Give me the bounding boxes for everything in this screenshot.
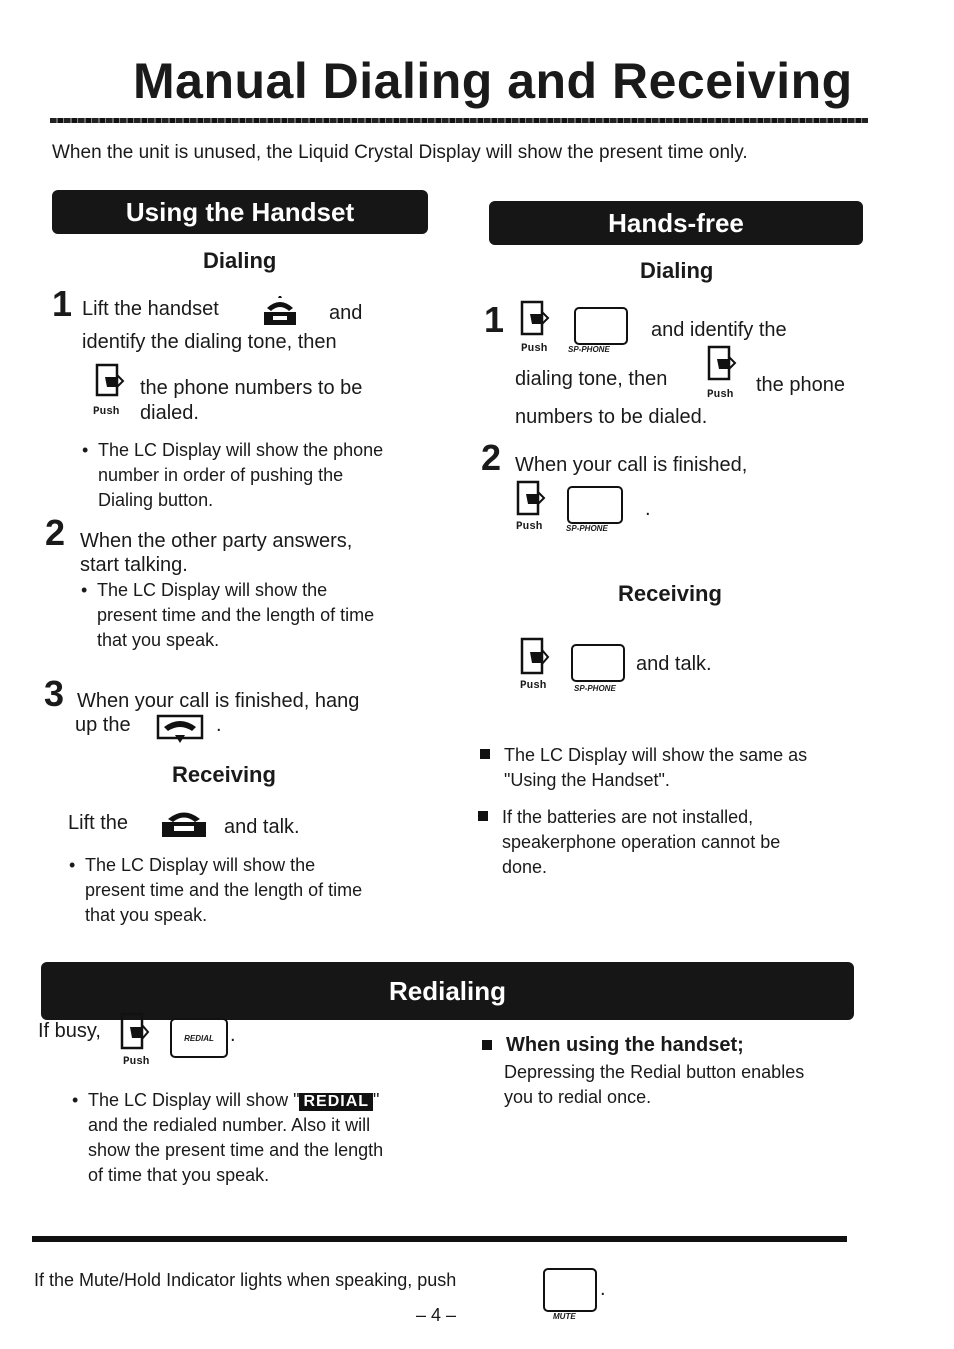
handsfree-note-1: The LC Display will show the same as "Using the Handset".	[504, 743, 864, 793]
handset-dialing-heading: Dialing	[203, 248, 277, 273]
push-label: Push	[707, 389, 734, 401]
push-label: Push	[520, 680, 547, 692]
intro-text: When the unit is unused, the Liquid Crystal Display will show the present time only.	[52, 142, 748, 163]
redial-display-badge: REDIAL	[299, 1093, 373, 1111]
redialing-banner	[41, 962, 854, 1020]
handsfree-step2-text-b: .	[645, 498, 651, 520]
handset-banner-label: Using the Handset	[125, 196, 355, 227]
handsfree-receiving-text: and talk.	[636, 653, 712, 675]
handset-step3-text-a: When your call is finished, hang	[77, 690, 360, 712]
handset-step2-note: • The LC Display will show the present time and the length of time that you speak.	[97, 578, 417, 653]
handset-lift-icon	[261, 296, 299, 326]
handset-lift-icon	[160, 808, 208, 838]
handset-step1-text-c: identify the dialing tone, then	[82, 331, 337, 353]
handset-step3-number: 3	[44, 673, 65, 714]
handset-banner	[52, 190, 428, 234]
page-title: Manual Dialing and Receiving	[133, 53, 853, 109]
handsfree-step2-text-a: When your call is finished,	[515, 454, 748, 476]
redial-handset-heading: When using the handset;	[506, 1034, 744, 1056]
push-label: Push	[516, 521, 543, 533]
redial-busy-end: .	[230, 1024, 236, 1046]
redial-handset-text: Depressing the Redial button enables you to redial once.	[504, 1062, 805, 1107]
handset-step2-number: 2	[45, 512, 66, 553]
handsfree-step1-text-d: numbers to be dialed.	[515, 406, 708, 428]
redial-note: • The LC Display will show " REDIAL " and the redialed number. Also it will show the present time and the length of time that you speak.	[88, 1088, 428, 1188]
handsfree-step1-text-a: and identify the	[651, 319, 787, 341]
page-number: – 4 –	[416, 1305, 457, 1325]
sp-phone-key	[571, 644, 625, 682]
push-label: Push	[93, 406, 120, 418]
push-button-icon	[520, 637, 552, 679]
mute-instruction: If the Mute/Hold Indicator lights when speaking, push	[34, 1270, 457, 1290]
handset-receiving-text-a: Lift the	[68, 812, 129, 834]
handset-step3-text-c: .	[216, 714, 222, 736]
handset-receiving-heading: Receiving	[172, 762, 276, 787]
title-underline	[50, 118, 868, 123]
redial-busy-text: If busy,	[38, 1020, 101, 1042]
sp-phone-key	[567, 486, 623, 524]
mute-instruction-end: .	[600, 1278, 606, 1300]
redialing-banner-label: Redialing	[388, 975, 506, 1006]
handsfree-banner	[489, 201, 863, 245]
handsfree-dialing-heading: Dialing	[640, 258, 714, 283]
handset-step3-text-b: up the	[75, 714, 131, 736]
handsfree-step1-number: 1	[484, 299, 505, 340]
handsfree-banner-label: Hands-free	[608, 207, 744, 238]
handset-step1-text-d: the phone numbers to be	[140, 377, 363, 399]
sp-phone-label: SP-PHONE	[566, 524, 608, 533]
push-label: Push	[123, 1056, 150, 1068]
push-button-icon	[120, 1012, 152, 1054]
handset-receiving-text-b: and talk.	[224, 816, 300, 838]
handset-step2-text-b: start talking.	[80, 554, 188, 576]
sp-phone-label: SP-PHONE	[568, 345, 610, 354]
handsfree-step1-text-c: the phone	[756, 374, 845, 396]
handsfree-note-2: If the batteries are not installed, speakerphone operation cannot be done.	[502, 805, 862, 880]
hang-up-icon	[156, 713, 204, 745]
handsfree-receiving-heading: Receiving	[618, 581, 722, 606]
push-button-icon	[707, 345, 739, 385]
sp-phone-label: SP-PHONE	[574, 684, 616, 693]
mute-key	[543, 1268, 597, 1312]
handset-step1-text-e: dialed.	[140, 402, 199, 424]
push-button-icon	[95, 363, 127, 403]
mute-label: MUTE	[553, 1312, 576, 1321]
handsfree-step1-text-b: dialing tone, then	[515, 368, 668, 390]
redial-key-label: REDIAL	[184, 1033, 214, 1043]
handsfree-step2-number: 2	[481, 437, 502, 478]
handset-receiving-note: • The LC Display will show the present time and the length of time that you speak.	[85, 853, 415, 928]
handset-step1-number: 1	[52, 283, 73, 324]
handset-step1-text-a: Lift the handset	[82, 298, 219, 320]
sp-phone-key	[574, 307, 628, 345]
push-button-icon	[520, 300, 552, 340]
handset-step1-note: • The LC Display will show the phone number in order of pushing the Dialing button.	[98, 438, 418, 513]
push-button-icon	[516, 480, 548, 520]
footer-divider	[32, 1236, 847, 1242]
redial-key	[170, 1018, 228, 1058]
handset-step2-text-a: When the other party answers,	[80, 530, 353, 552]
handset-step1-text-b: and	[329, 302, 363, 324]
push-label: Push	[521, 343, 548, 355]
